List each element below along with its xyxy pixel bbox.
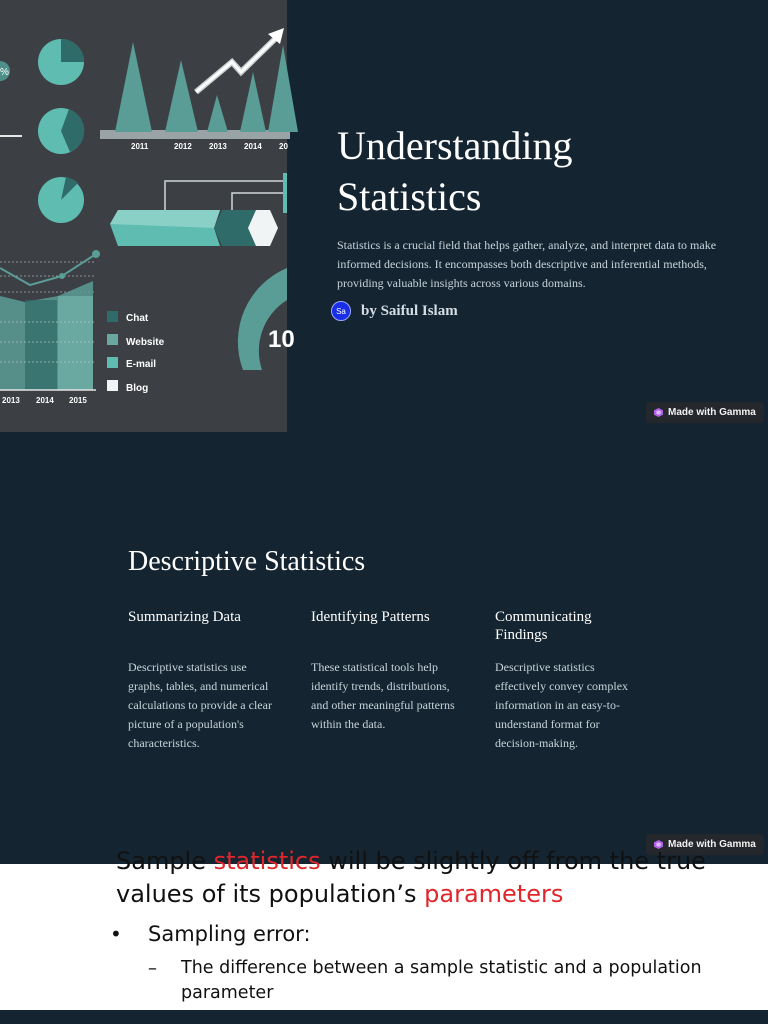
legend-swatch	[107, 311, 118, 322]
title-slide	[0, 0, 768, 432]
avatar[interactable]: Sa	[331, 301, 351, 321]
percent-fragment: %	[0, 67, 9, 78]
text-segment: values of its population’s	[116, 880, 425, 908]
highlight-term: parameters	[424, 880, 564, 908]
made-with-gamma-badge[interactable]	[646, 402, 764, 423]
gauge-number: 10	[268, 326, 295, 353]
column-body: These statistical tools help identify trends, distributions, and other meaningful patterns within the data.	[311, 660, 455, 731]
pie-chart-2	[38, 108, 84, 154]
badge-label: Made with Gamma	[668, 839, 756, 850]
bottom-strip	[0, 1010, 768, 1024]
gauge-graphic	[238, 268, 295, 370]
year-label: 20	[279, 142, 288, 151]
badge-label: Made with Gamma	[668, 407, 756, 418]
bullet-marker: •	[110, 922, 122, 946]
author-byline	[331, 301, 458, 321]
column-title: Identifying Patterns	[311, 609, 430, 625]
statement-line-1	[116, 847, 706, 875]
legend-label: Chat	[126, 313, 149, 324]
sub-bullet-text: parameter	[181, 983, 274, 1003]
legend-swatch	[107, 380, 118, 391]
legend-label: Blog	[126, 383, 149, 394]
pie-chart-1	[38, 39, 84, 85]
author-name: by Saiful Islam	[361, 302, 458, 319]
statement-line-2	[116, 880, 563, 908]
legend-label: Website	[126, 337, 165, 348]
dash-marker: –	[148, 958, 157, 979]
legend-swatch	[107, 334, 118, 345]
statistics-infographic-image	[0, 0, 295, 432]
column-identifying-patterns	[311, 608, 461, 734]
year-label: 2013	[209, 142, 227, 151]
column-communicating-findings	[495, 608, 645, 753]
descriptive-statistics-slide	[0, 432, 768, 864]
legend-label: E-mail	[126, 359, 157, 370]
year-label: 2015	[69, 396, 87, 405]
section-title: Descriptive Statistics	[128, 546, 366, 577]
legend	[107, 311, 165, 394]
pie-chart-3	[38, 177, 84, 223]
bullet-text: Sampling error:	[148, 922, 311, 946]
year-label: 2014	[244, 142, 262, 151]
year-label: 2013	[2, 396, 20, 405]
column-summarizing-data	[128, 608, 278, 753]
infographic-graphic	[0, 0, 295, 432]
arrow-bar-graphic	[110, 173, 287, 246]
intro-paragraph: Statistics is a crucial field that helps gather, analyze, and interpret data to make informed decisions. It encompasses both descriptive and inferential methods, providing valuable insights across various domains.	[337, 238, 717, 290]
gamma-logo-icon	[654, 408, 663, 417]
highlight-term: statistics	[213, 847, 321, 875]
sampling-error-slide	[0, 847, 768, 1010]
text-segment: will be slightly off from the true	[320, 847, 706, 875]
page-title: Understanding Statistics	[337, 123, 573, 219]
year-label: 2012	[174, 142, 192, 151]
line-area-chart	[0, 250, 100, 390]
legend-swatch	[107, 357, 118, 368]
column-title: Summarizing Data	[128, 609, 241, 625]
sub-bullet-text: The difference between a sample statistic and a population	[181, 958, 702, 978]
column-body: Descriptive statistics use graphs, tables, and numerical calculations to provide a clear picture of a population's characteristics.	[128, 660, 272, 750]
text-segment: Sample	[116, 847, 214, 875]
column-title: Communicating Findings	[495, 609, 592, 643]
column-body: Descriptive statistics effectively convey complex information in an easy-to-understand format for decision-making.	[495, 660, 629, 750]
cone-chart	[100, 28, 298, 139]
year-label: 2011	[131, 142, 149, 151]
year-label: 2014	[36, 396, 54, 405]
